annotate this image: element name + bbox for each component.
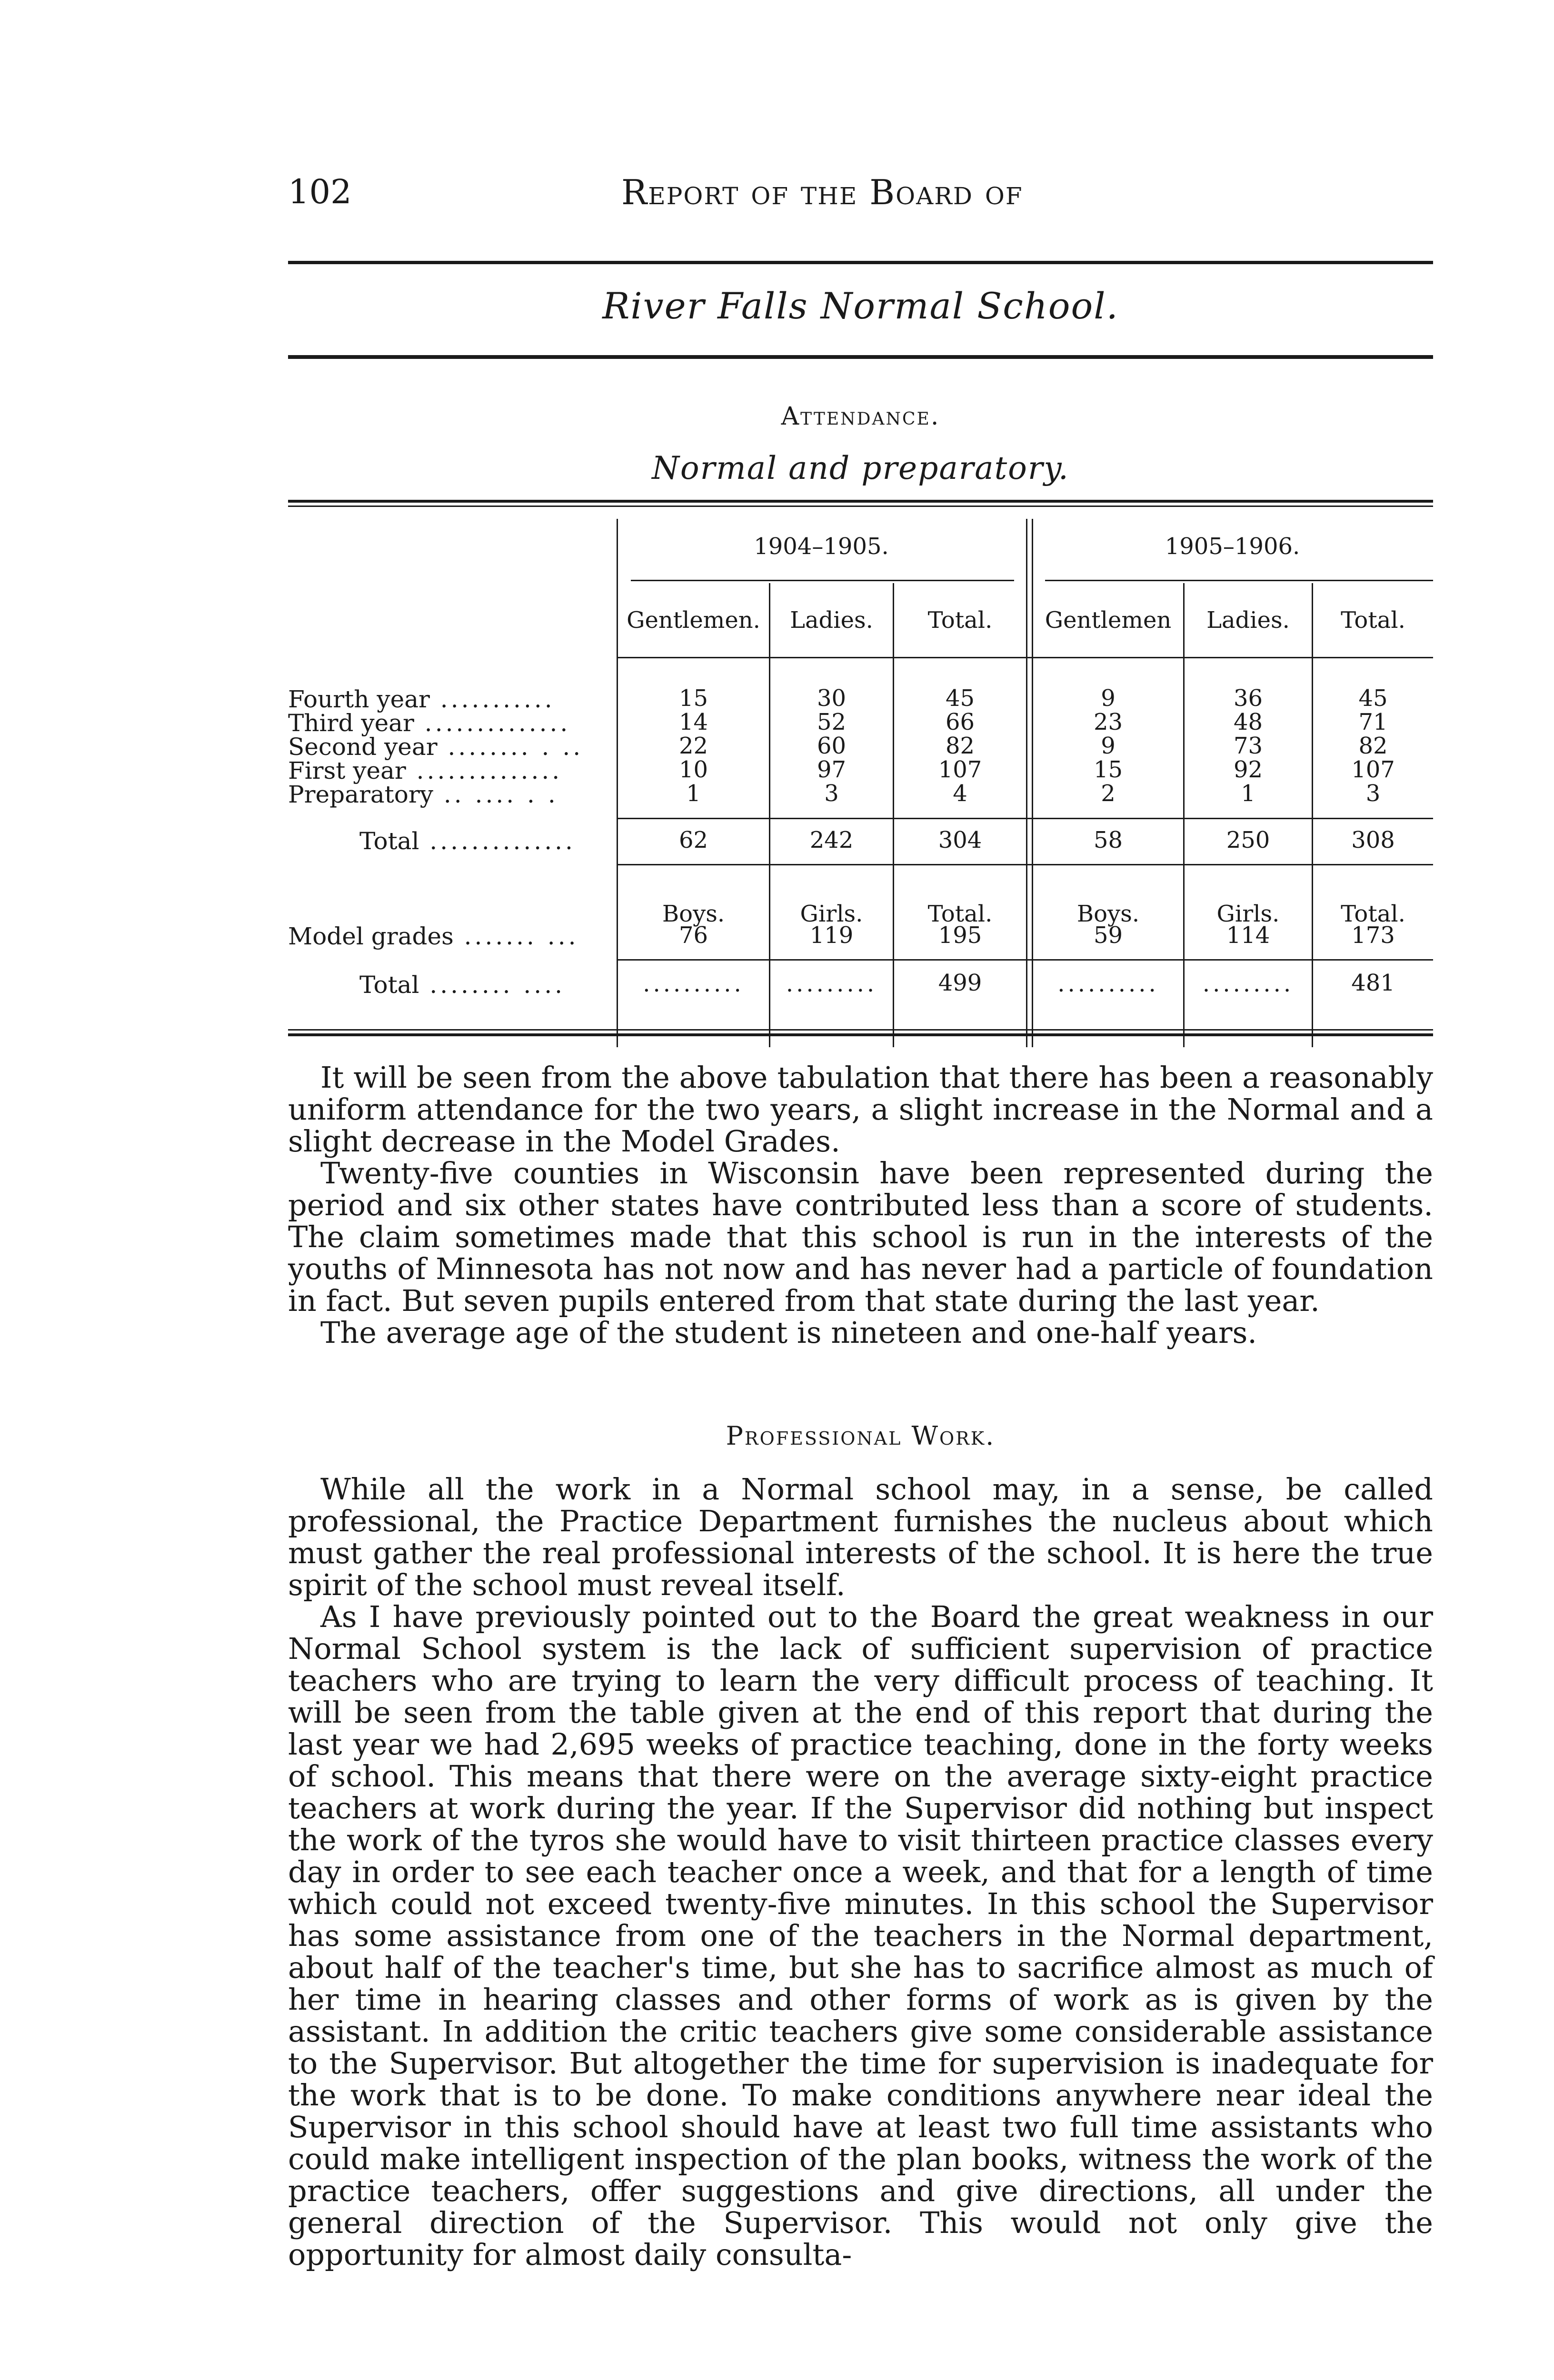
dotted-cell: ..........: [1057, 971, 1159, 997]
model-header: Girls.: [800, 901, 863, 927]
cell: 30: [817, 685, 847, 712]
cell: 2: [1101, 780, 1116, 807]
table-column: [1185, 686, 1312, 805]
cell: 48: [1233, 709, 1263, 735]
row-label: Fourth year ...........: [288, 685, 555, 713]
page-number: 102: [288, 172, 352, 211]
paragraph: As I have previously pointed out to the Board the great weakness in our Normal School system is the lack of sufficient supervision of practice teachers who are trying to learn the very difficult process of teaching. It will be seen from the table given at the end of this report that during the last year we had 2,695 weeks of practice teaching, done in the forty weeks of school. This means that there were on the average sixty-eight practice teachers at work during the year. If the Supervisor did nothing but inspect the work of the tyros she would have to visit thirteen practice classes every day in order to see each teacher once a week, and that for a length of time which could not exceed twenty-five minutes. In this school the Supervisor has some assistance from one of the teachers in the Normal department, about half of the teacher's time, but she has to sacrifice almost as much of her time in hearing classes and other forms of work as is given by the assistant. In addition the critic teachers give some considerable assistance to the Supervisor. But altogether the time for supervision is inadequate for the work that is to be done. To make conditions anywhere near ideal the Supervisor in this school should have at least two full time assistants who could make intelligent inspection of the plan books, witness the work of the practice teachers, offer suggestions and give directions, all under the general direction of the Supervisor. This would not only give the opportunity for almost daily consulta-: [288, 1599, 1433, 2272]
total-cell: 304: [938, 827, 982, 853]
paragraph: It will be seen from the above tabulation that there has been a reasonably uniform attendance for the two years, a slight increase in the Normal and a slight decrease in the Model Grades.: [288, 1060, 1433, 1159]
cell: 45: [1358, 685, 1388, 712]
cell: 9: [1101, 685, 1116, 712]
grand-total-cell: 499: [938, 970, 982, 996]
row-label: Third year ..............: [288, 709, 571, 737]
row-label: First year ..............: [288, 757, 563, 784]
page-header: [288, 172, 1433, 210]
row-label: Second year ........ . ..: [288, 733, 584, 761]
column-header: Ladies.: [1206, 607, 1290, 634]
cell: 1: [1241, 780, 1255, 807]
cell: 1: [686, 780, 701, 807]
dotted-cell: .........: [1202, 971, 1294, 997]
total-cell: 62: [678, 827, 708, 853]
cell: 15: [678, 685, 708, 712]
cell: 45: [945, 685, 975, 712]
cell: 82: [945, 733, 975, 759]
table-column: [618, 686, 769, 805]
attendance-subtitle: Normal and preparatory.: [652, 450, 1069, 486]
total-cell: 250: [1226, 827, 1270, 853]
attendance-table: [288, 500, 1433, 1040]
total-cell: 242: [809, 827, 854, 853]
paragraph: The average age of the student is nineteen and one-half years.: [320, 1315, 1257, 1350]
cell: 71: [1358, 709, 1388, 735]
grand-total-label: Total ........ ....: [359, 971, 565, 999]
model-cell: 195: [938, 922, 982, 949]
table-column: [770, 686, 893, 805]
model-header: Boys.: [1076, 901, 1140, 927]
section-heading: Professional Work.: [726, 1421, 996, 1451]
column-header: Gentlemen.: [627, 607, 760, 634]
cell: 10: [678, 756, 708, 783]
cell: 73: [1233, 733, 1263, 759]
model-header: Total.: [927, 901, 993, 927]
total-label: Total ..............: [359, 827, 576, 855]
model-header: Boys.: [662, 901, 725, 927]
table-column: [1313, 686, 1433, 805]
period-header: 1905–1906.: [1165, 533, 1300, 560]
cell: 36: [1233, 685, 1263, 712]
model-cell: 119: [809, 922, 854, 949]
cell: 9: [1101, 733, 1116, 759]
period-divider: [1026, 519, 1027, 1047]
cell: 107: [1351, 756, 1395, 783]
dotted-cell: ..........: [643, 971, 744, 997]
cell: 14: [678, 709, 708, 735]
model-cell: 114: [1226, 922, 1270, 949]
period-header: 1904–1905.: [754, 533, 889, 560]
paragraph: Twenty-five counties in Wisconsin have been represented during the period and six other states have contributed less than a score of students. The claim sometimes made that this school is run in the interests of the youths of Minnesota has not now and has never had a particle of foundation in fact. But seven pupils entered from that state during the last year.: [288, 1156, 1433, 1318]
table-column: [1033, 686, 1183, 805]
total-rule: [617, 818, 1433, 819]
cell: 82: [1358, 733, 1388, 759]
model-cell: 76: [678, 922, 708, 949]
grand-total-rule: [617, 959, 1433, 961]
cell: 23: [1093, 709, 1123, 735]
model-label: Model grades ....... ...: [288, 922, 579, 950]
column-header: Gentlemen: [1045, 607, 1172, 634]
cell: 3: [824, 780, 839, 807]
column-header: Total.: [1341, 607, 1405, 634]
attendance-title: Attendance.: [781, 402, 940, 431]
school-rule: [288, 355, 1433, 359]
period-rule: [1045, 580, 1433, 581]
running-title: Report of the Board of: [621, 172, 1023, 212]
paragraph: While all the work in a Normal school may, in a sense, be called professional, the Practice Department furnishes the nucleus about which must gather the real professional interests of the school. It is here the true spirit of the school must reveal itself.: [288, 1472, 1433, 1602]
total-rule-bottom: [617, 864, 1433, 865]
table-top-rule-thin: [288, 506, 1433, 507]
cell: 52: [817, 709, 847, 735]
table-column: [894, 686, 1026, 805]
body-section-1: [288, 1061, 1433, 1349]
period-rule: [631, 580, 1014, 581]
table-bottom-rule-thin: [288, 1029, 1433, 1031]
body-section-2: [288, 1473, 1433, 2271]
header-rule: [288, 261, 1433, 264]
model-cell: 59: [1093, 922, 1123, 949]
table-top-rule: [288, 500, 1433, 503]
model-header: Total.: [1341, 901, 1405, 927]
cell: 66: [945, 709, 975, 735]
column-header: Ladies.: [790, 607, 873, 634]
cell: 15: [1093, 756, 1123, 783]
total-cell: 308: [1351, 827, 1395, 853]
row-label: Preparatory .. .... . .: [288, 781, 558, 808]
cell: 92: [1233, 756, 1263, 783]
table-bottom-rule: [288, 1033, 1433, 1036]
cell: 3: [1365, 780, 1381, 807]
cell: 22: [678, 733, 708, 759]
dotted-cell: .........: [786, 971, 877, 997]
grand-total-cell: 481: [1351, 970, 1395, 996]
total-cell: 58: [1093, 827, 1123, 853]
cell: 4: [953, 780, 967, 807]
cell: 60: [817, 733, 847, 759]
header-rule: [617, 657, 1433, 658]
cell: 97: [817, 756, 847, 783]
model-header: Girls.: [1216, 901, 1280, 927]
cell: 107: [938, 756, 982, 783]
school-title: River Falls Normal School.: [602, 285, 1119, 327]
model-cell: 173: [1351, 922, 1395, 949]
column-header: Total.: [927, 607, 993, 634]
